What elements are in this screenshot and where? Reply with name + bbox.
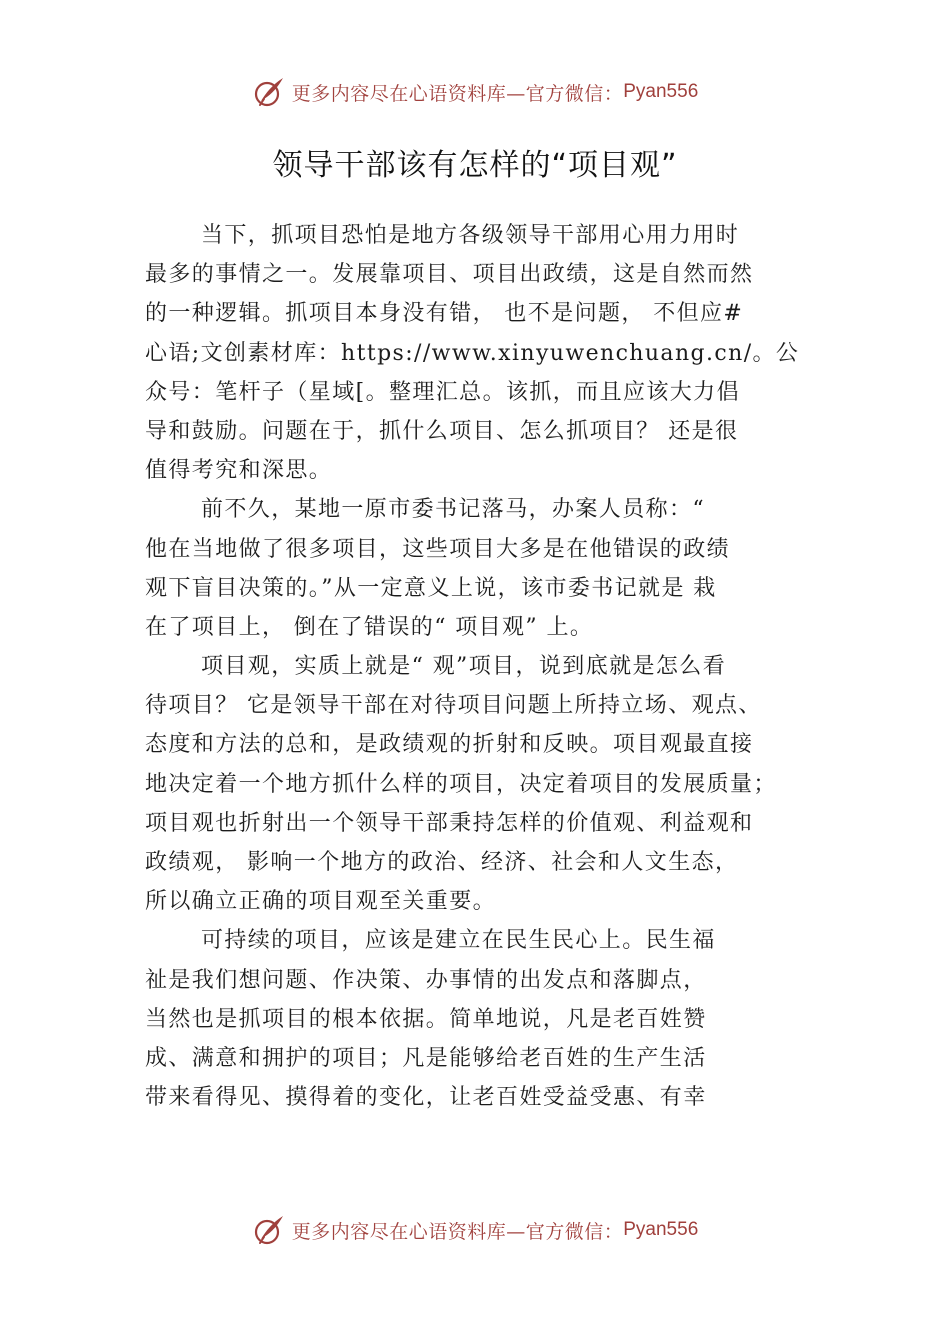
text-line: 他在当地做了很多项目，这些项目大多是在他错误的政绩	[145, 536, 731, 562]
text-line: 祉是我们想问题、作决策、办事情的出发点和落脚点，	[145, 967, 707, 993]
text-line: 所以确立正确的项目观至关重要。	[145, 889, 497, 915]
text-line: 导和鼓励。问题在于，抓什么项目、怎么抓项目？ 还是很	[145, 418, 739, 444]
text-line: 前不久，某地一原市委书记落马，办案人员称：“	[201, 497, 706, 523]
watermark-wechat-id: Pyan556	[623, 81, 699, 102]
text-line: 在了项目上， 倒在了错误的“ 项目观” 上。	[145, 614, 594, 640]
text-line: 最多的事情之一。发展靠项目、项目出政绩，这是自然而然	[145, 262, 754, 288]
quill-logo-icon	[252, 75, 286, 109]
text-line: 成、满意和拥护的项目；凡是能够给老百姓的生产生活	[145, 1045, 707, 1071]
text-line: 态度和方法的总和，是政绩观的折射和反映。项目观最直接	[145, 732, 754, 758]
document-title: 领导干部该有怎样的“项目观”	[272, 148, 678, 183]
text-line: 观下盲目决策的。”从一定意义上说，该市委书记就是 栽	[145, 575, 717, 601]
text-line: 当下，抓项目恐怕是地方各级领导干部用心用力用时	[201, 223, 740, 248]
header-watermark	[0, 72, 950, 112]
document-body	[145, 216, 835, 1117]
watermark-wechat-id: Pyan556	[623, 1219, 699, 1240]
text-line: 可持续的项目，应该是建立在民生民心上。民生福	[201, 928, 716, 954]
text-line: 地决定着一个地方抓什么样的项目，决定着项目的发展质量；	[145, 771, 777, 797]
watermark-text: 更多内容尽在心语资料库—官方微信：	[291, 1220, 624, 1243]
footer-watermark	[0, 1210, 950, 1250]
text-line: 众号：笔杆子（星域[。整理汇总。该抓，而且应该大力倡	[145, 379, 740, 405]
text-line: 待项目？ 它是领导干部在对待项目问题上所持立场、观点、	[145, 693, 762, 719]
text-line: 项目观，实质上就是“ 观”项目，说到底就是怎么看	[201, 654, 727, 680]
text-line: 项目观也折射出一个领导干部秉持怎样的价值观、利益观和	[145, 810, 754, 836]
text-line: 当然也是抓项目的根本依据。简单地说，凡是老百姓赞	[145, 1006, 707, 1032]
watermark-text: 更多内容尽在心语资料库—官方微信：	[291, 82, 624, 105]
text-line: 带来看得见、摸得着的变化，让老百姓受益受惠、有幸	[145, 1085, 707, 1111]
text-line: 政绩观， 影响一个地方的政治、经济、社会和人文生态，	[145, 850, 739, 875]
quill-logo-icon	[252, 1213, 286, 1247]
text-line: 的一种逻辑。抓项目本身没有错， 也不是问题， 不但应#	[145, 301, 744, 327]
text-line: 值得考究和深思。	[145, 458, 333, 484]
text-line: 心语;文创素材库：https://www.xinyuwenchuang.cn/。公	[145, 340, 800, 366]
